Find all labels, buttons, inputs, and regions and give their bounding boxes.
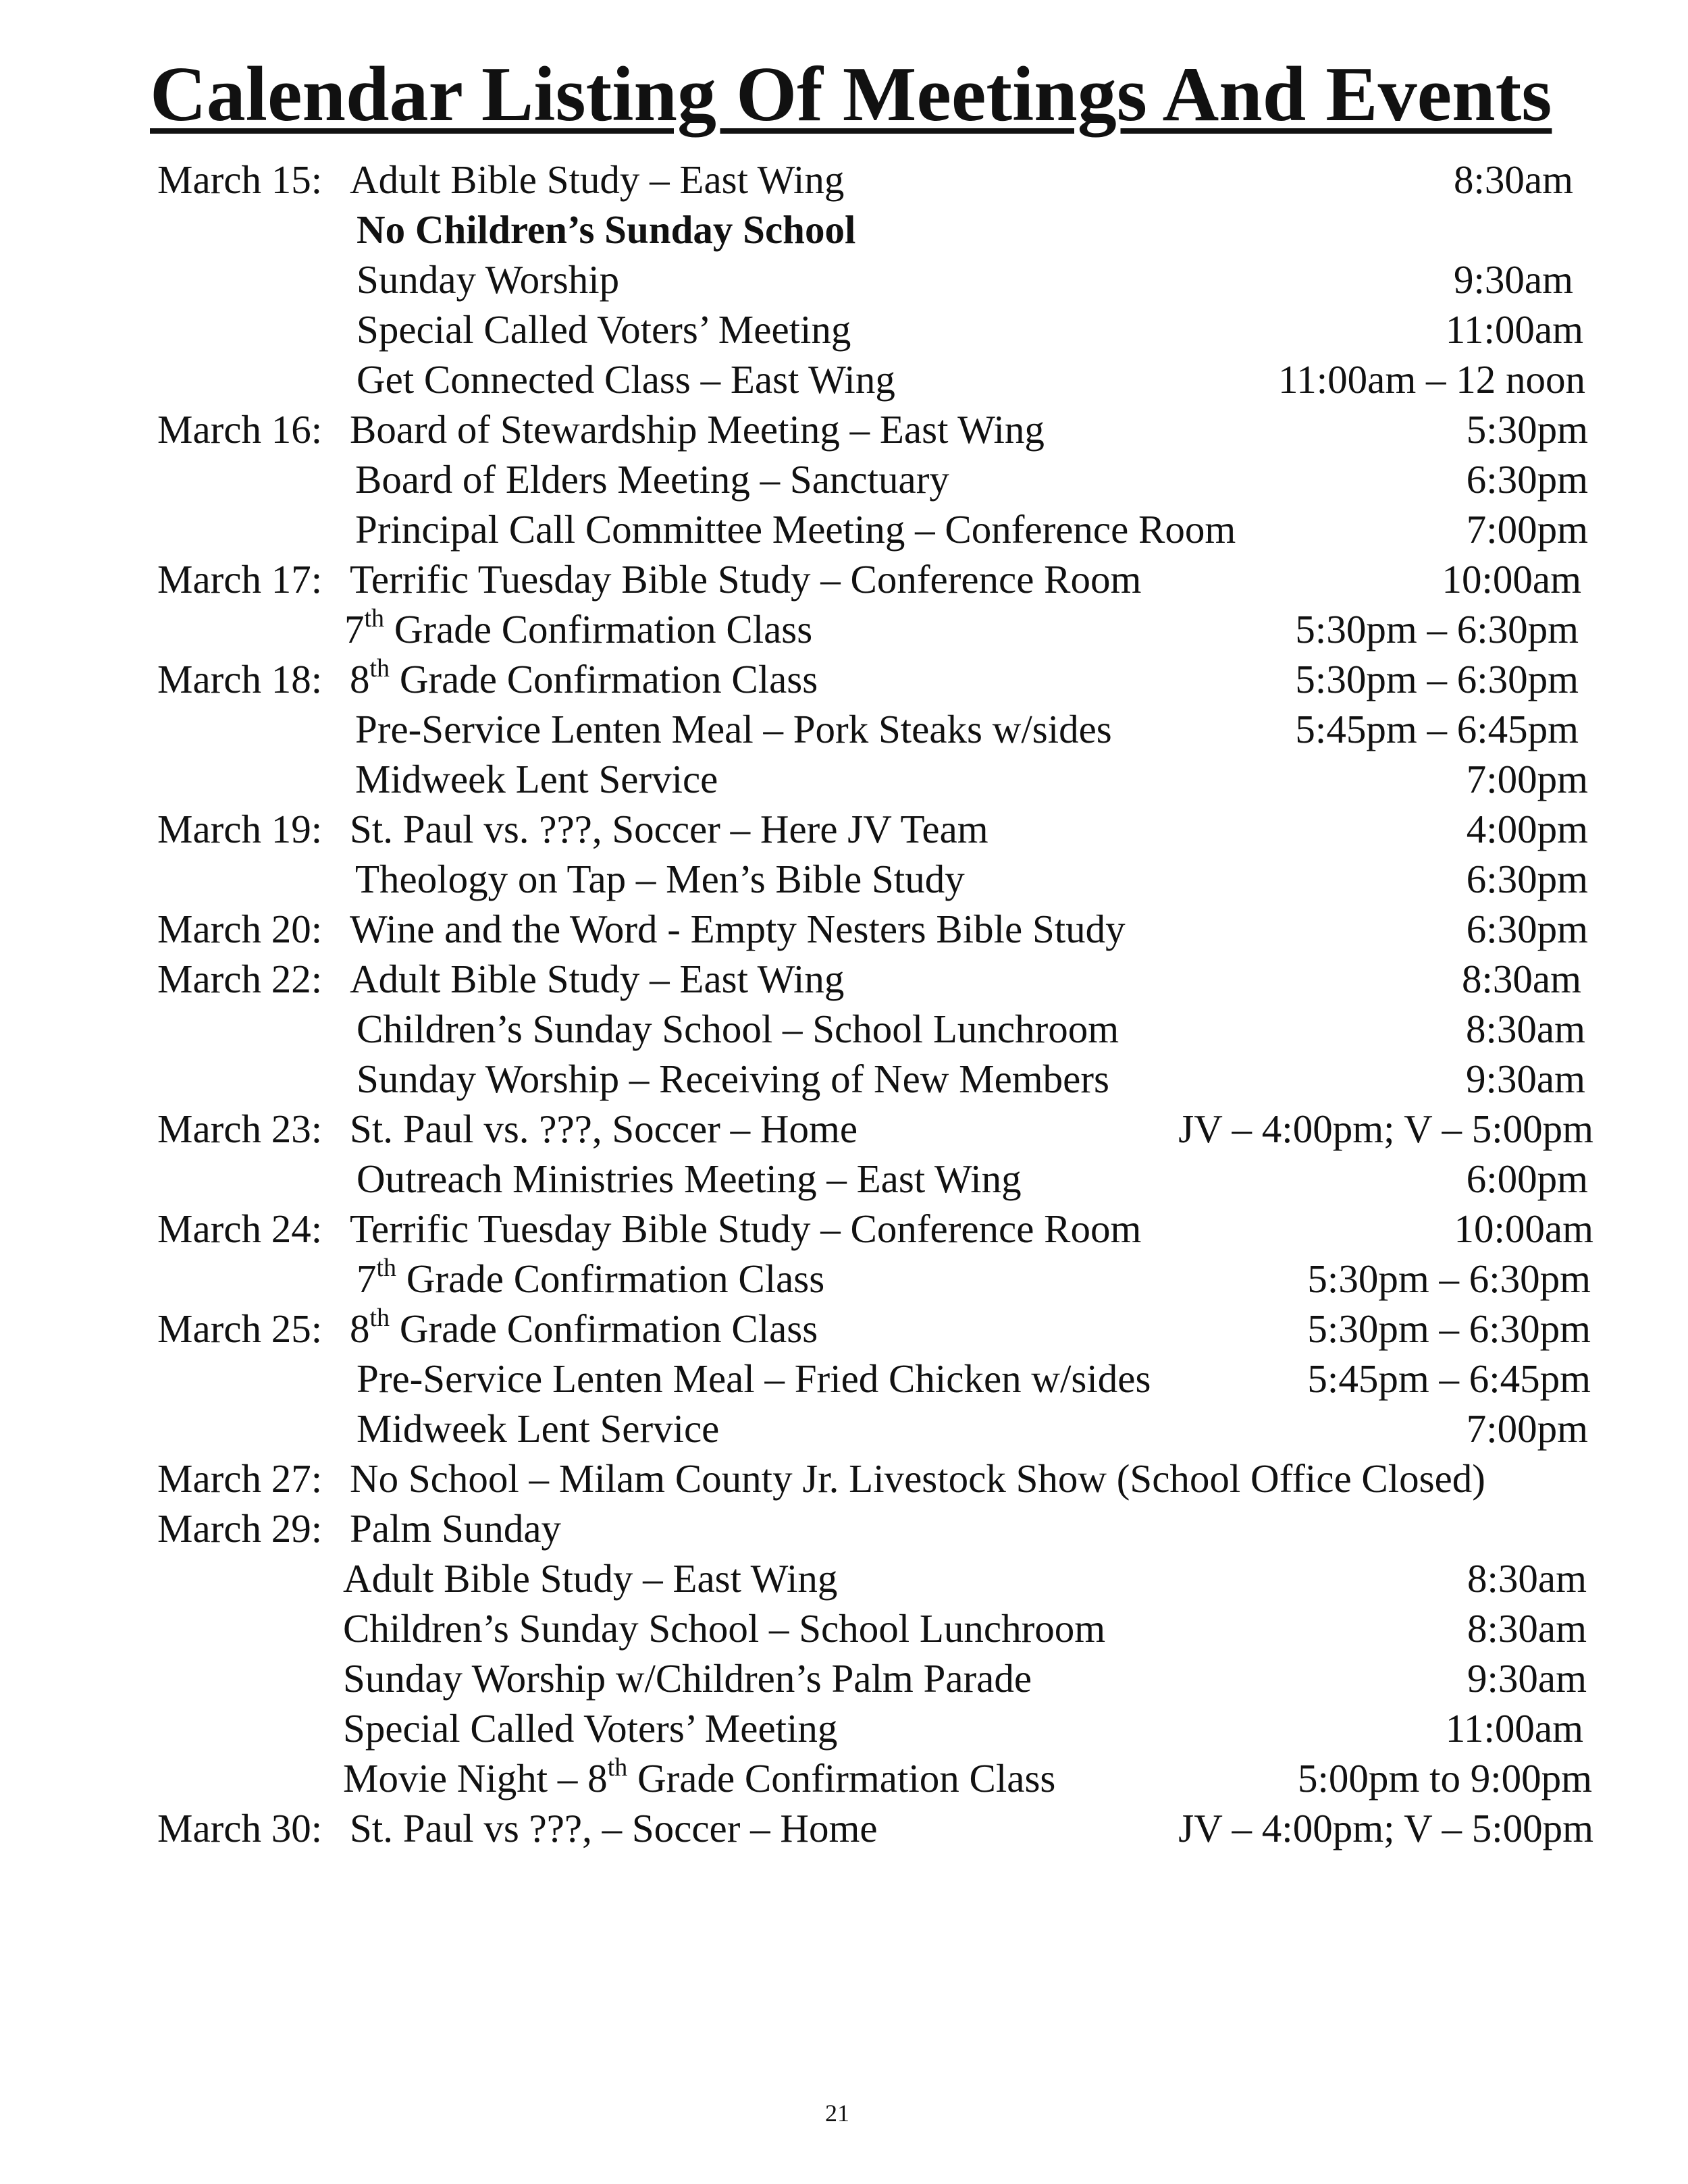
event-text: Adult Bible Study – East Wing xyxy=(350,157,845,202)
event-text: Sunday Worship xyxy=(357,257,620,302)
ordinal-suffix: th xyxy=(369,654,390,683)
event-title xyxy=(350,954,844,1004)
event-row xyxy=(0,454,1688,504)
event-title xyxy=(343,1653,1032,1703)
event-text: Grade Confirmation Class xyxy=(384,607,813,651)
event-time: 6:00pm xyxy=(1466,1156,1588,1201)
event-row xyxy=(0,1703,1688,1753)
event-row xyxy=(0,404,1688,454)
event-title xyxy=(350,804,988,854)
grade-number: 7 xyxy=(357,1256,377,1301)
event-text: No Children’s Sunday School xyxy=(357,207,856,252)
event-row xyxy=(0,1304,1688,1354)
event-row xyxy=(0,1753,1688,1803)
event-date: March 27: xyxy=(157,1456,323,1501)
event-time: 8:30am xyxy=(1454,157,1573,202)
event-text: Terrific Tuesday Bible Study – Conference Room xyxy=(350,1206,1142,1251)
event-title xyxy=(350,1104,858,1154)
event-text: Grade Confirmation Class xyxy=(390,1306,818,1351)
event-text-tail: Grade Confirmation Class xyxy=(627,1756,1056,1801)
event-title xyxy=(357,1254,824,1304)
grade-number: 7 xyxy=(344,607,365,651)
event-title xyxy=(355,704,1112,754)
event-text: Grade Confirmation Class xyxy=(390,657,818,701)
event-text: No School – Milam County Jr. Livestock Show (School Office Closed) xyxy=(350,1456,1485,1501)
event-text: Board of Elders Meeting – Sanctuary xyxy=(355,457,949,502)
event-row xyxy=(0,1104,1688,1154)
event-date: March 16: xyxy=(157,407,323,452)
event-time: 5:30pm – 6:30pm xyxy=(1307,1256,1591,1301)
event-text: Get Connected Class – East Wing xyxy=(357,357,895,402)
event-text: Wine and the Word - Empty Nesters Bible Study xyxy=(350,907,1126,951)
event-title xyxy=(350,1454,1485,1503)
event-row xyxy=(0,1004,1688,1054)
event-time: 6:30pm xyxy=(1466,857,1588,901)
event-time: 10:00am xyxy=(1454,1206,1593,1251)
event-title xyxy=(355,754,718,804)
event-text: Children’s Sunday School – School Lunchroom xyxy=(343,1606,1106,1651)
event-date: March 18: xyxy=(157,657,323,701)
grade-number: 8 xyxy=(350,657,370,701)
event-text: Outreach Ministries Meeting – East Wing xyxy=(357,1156,1022,1201)
event-time: 5:30pm xyxy=(1466,407,1588,452)
event-time: 8:30am xyxy=(1467,1556,1587,1601)
event-row xyxy=(0,854,1688,904)
event-date: March 17: xyxy=(157,557,323,602)
event-row xyxy=(0,954,1688,1004)
event-row xyxy=(0,1503,1688,1553)
event-time: 4:00pm xyxy=(1466,807,1588,851)
event-time: 5:45pm – 6:45pm xyxy=(1307,1356,1591,1401)
event-text: Principal Call Committee Meeting – Conference Room xyxy=(355,507,1236,552)
event-time: 11:00am xyxy=(1445,307,1583,352)
event-row xyxy=(0,304,1688,354)
event-row xyxy=(0,1603,1688,1653)
event-row xyxy=(0,1254,1688,1304)
event-row xyxy=(0,155,1688,205)
event-title xyxy=(357,255,619,304)
event-title xyxy=(350,404,1045,454)
event-date: March 19: xyxy=(157,807,323,851)
event-date: March 24: xyxy=(157,1206,323,1251)
event-text: Special Called Voters’ Meeting xyxy=(343,1706,838,1751)
event-title xyxy=(350,1503,561,1553)
event-time: JV – 4:00pm; V – 5:00pm xyxy=(1178,1806,1593,1850)
event-text: St. Paul vs ???, – Soccer – Home xyxy=(350,1806,878,1850)
event-row xyxy=(0,1803,1688,1853)
event-title xyxy=(350,155,844,205)
event-date: March 23: xyxy=(157,1107,323,1151)
event-title xyxy=(357,1054,1109,1104)
event-title xyxy=(350,1204,1141,1254)
event-row xyxy=(0,1454,1688,1503)
event-title xyxy=(357,1404,719,1454)
event-time: 9:30am xyxy=(1467,1656,1587,1701)
event-text: Movie Night – 8 xyxy=(343,1756,608,1801)
event-date: March 20: xyxy=(157,907,323,951)
event-text: Children’s Sunday School – School Lunchroom xyxy=(357,1007,1119,1051)
event-text: Pre-Service Lenten Meal – Pork Steaks w/sides xyxy=(355,707,1112,751)
event-time: 6:30pm xyxy=(1466,907,1588,951)
grade-number: 8 xyxy=(350,1306,370,1351)
event-row xyxy=(0,255,1688,304)
event-time: 9:30am xyxy=(1454,257,1573,302)
event-text: Grade Confirmation Class xyxy=(396,1256,825,1301)
event-title xyxy=(355,454,949,504)
event-text: Terrific Tuesday Bible Study – Conference Room xyxy=(350,557,1142,602)
event-time: 11:00am xyxy=(1445,1706,1583,1751)
event-row xyxy=(0,1653,1688,1703)
event-title xyxy=(343,1753,1055,1803)
event-time: 5:30pm – 6:30pm xyxy=(1307,1306,1591,1351)
event-title xyxy=(357,354,895,404)
event-time: 5:45pm – 6:45pm xyxy=(1295,707,1579,751)
event-row xyxy=(0,205,1688,255)
event-time: JV – 4:00pm; V – 5:00pm xyxy=(1178,1107,1593,1151)
ordinal-suffix: th xyxy=(376,1254,397,1282)
event-text: Palm Sunday xyxy=(350,1506,562,1551)
event-date: March 25: xyxy=(157,1306,323,1351)
event-text: Pre-Service Lenten Meal – Fried Chicken w/sides xyxy=(357,1356,1151,1401)
event-row xyxy=(0,754,1688,804)
page-number: 21 xyxy=(825,2100,849,2127)
event-row xyxy=(0,804,1688,854)
event-row xyxy=(0,1154,1688,1204)
event-title xyxy=(350,1304,818,1354)
event-row xyxy=(0,904,1688,954)
event-row xyxy=(0,1054,1688,1104)
event-title xyxy=(350,554,1141,604)
event-row xyxy=(0,504,1688,554)
event-time: 9:30am xyxy=(1466,1057,1585,1101)
event-title xyxy=(343,1703,837,1753)
event-title xyxy=(343,1553,837,1603)
event-title xyxy=(350,904,1126,954)
event-title xyxy=(343,1603,1105,1653)
event-text: Special Called Voters’ Meeting xyxy=(357,307,851,352)
event-title xyxy=(357,205,855,255)
event-time: 5:30pm – 6:30pm xyxy=(1295,607,1579,651)
page-title: Calendar Listing Of Meetings And Events xyxy=(150,51,1552,138)
event-time: 8:30am xyxy=(1467,1606,1587,1651)
event-row xyxy=(0,1404,1688,1454)
event-time: 8:30am xyxy=(1466,1007,1585,1051)
event-time: 7:00pm xyxy=(1466,1406,1588,1451)
event-text: St. Paul vs. ???, Soccer – Home xyxy=(350,1107,858,1151)
event-row xyxy=(0,1204,1688,1254)
event-title xyxy=(350,654,818,704)
event-time: 10:00am xyxy=(1442,557,1581,602)
event-text: Sunday Worship w/Children’s Palm Parade xyxy=(343,1656,1032,1701)
event-title xyxy=(357,1154,1022,1204)
event-date: March 22: xyxy=(157,957,323,1001)
event-time: 7:00pm xyxy=(1466,507,1588,552)
event-text: Board of Stewardship Meeting – East Wing xyxy=(350,407,1045,452)
event-row xyxy=(0,654,1688,704)
event-row xyxy=(0,354,1688,404)
event-text: Adult Bible Study – East Wing xyxy=(350,957,845,1001)
ordinal-suffix: th xyxy=(364,604,385,633)
event-title xyxy=(357,304,851,354)
event-time: 5:00pm to 9:00pm xyxy=(1298,1756,1592,1801)
event-title xyxy=(344,604,812,654)
event-date: March 15: xyxy=(157,157,323,202)
event-title xyxy=(355,854,965,904)
event-row xyxy=(0,704,1688,754)
event-time: 8:30am xyxy=(1462,957,1581,1001)
event-text: Midweek Lent Service xyxy=(355,757,718,801)
event-text: Adult Bible Study – East Wing xyxy=(343,1556,838,1601)
event-time: 7:00pm xyxy=(1466,757,1588,801)
event-text: Midweek Lent Service xyxy=(357,1406,720,1451)
ordinal-suffix: th xyxy=(607,1753,628,1782)
event-date: March 29: xyxy=(157,1506,323,1551)
event-time: 6:30pm xyxy=(1466,457,1588,502)
event-title xyxy=(357,1354,1151,1404)
event-text: Sunday Worship – Receiving of New Members xyxy=(357,1057,1109,1101)
event-time: 11:00am – 12 noon xyxy=(1277,357,1585,402)
event-title xyxy=(350,1803,878,1853)
event-row xyxy=(0,1553,1688,1603)
event-row xyxy=(0,604,1688,654)
event-time: 5:30pm – 6:30pm xyxy=(1295,657,1579,701)
event-title xyxy=(355,504,1236,554)
event-text: Theology on Tap – Men’s Bible Study xyxy=(355,857,965,901)
event-title xyxy=(357,1004,1119,1054)
ordinal-suffix: th xyxy=(369,1304,390,1332)
event-text: St. Paul vs. ???, Soccer – Here JV Team xyxy=(350,807,988,851)
event-date: March 30: xyxy=(157,1806,323,1850)
event-row xyxy=(0,554,1688,604)
event-row xyxy=(0,1354,1688,1404)
